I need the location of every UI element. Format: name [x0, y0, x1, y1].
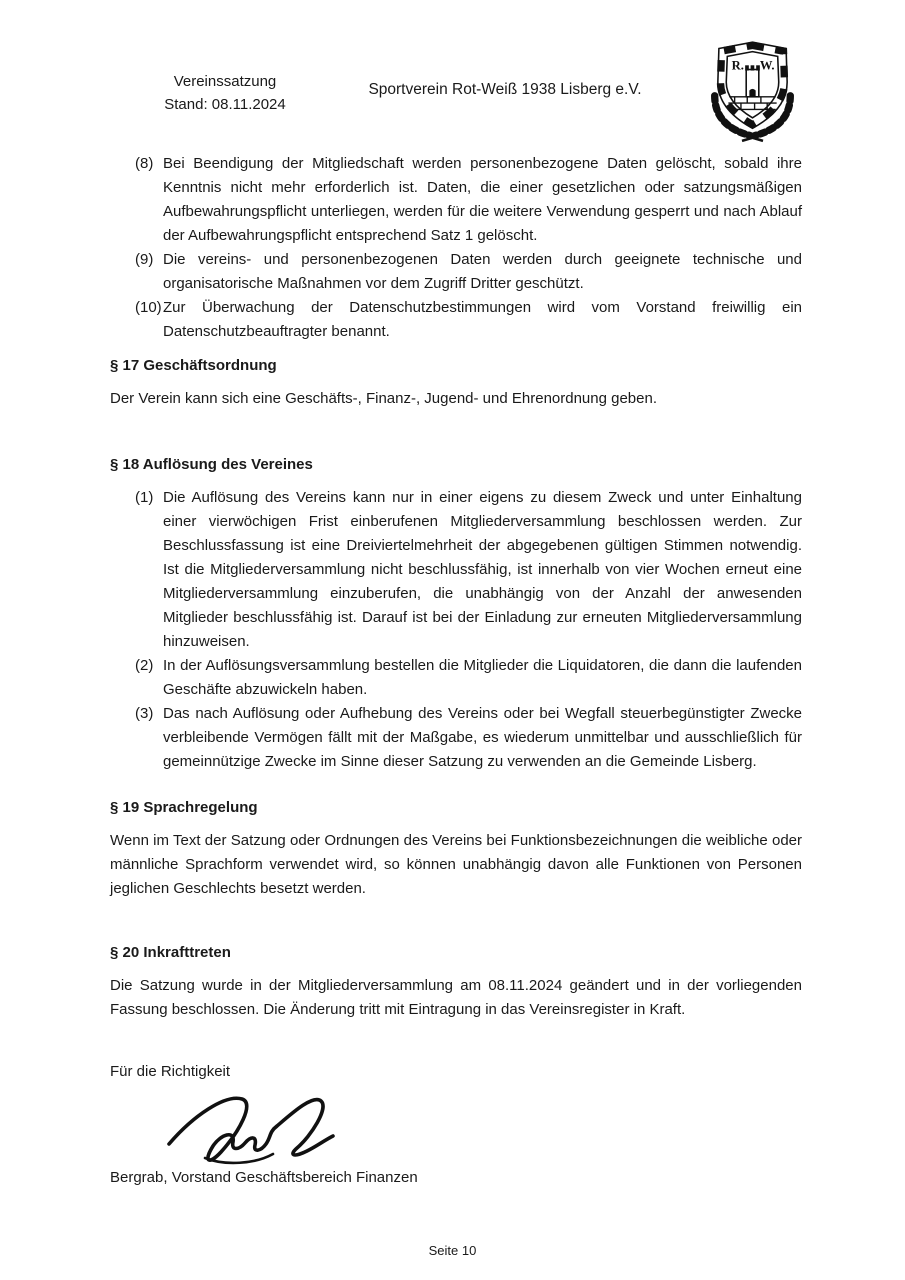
club-crest-logo: [700, 38, 805, 143]
svg-text:R.: R.: [731, 58, 744, 73]
club-crest-icon: [700, 38, 805, 143]
section-19-heading: § 19 Sprachregelung: [110, 799, 258, 816]
svg-text:W.: W.: [759, 58, 775, 73]
list-item-text: Das nach Auflösung oder Aufhebung des Vereins oder bei Wegfall steuerbegünstigter Zwecke verbleibende Vermögen fällt mit der Maßgabe, es wiederum unmittelbar und ausschließlich für gemeinnützige Zwecke im Sinne dieser Satzung zu verwenden an die Gemeinde Lisberg.: [163, 705, 802, 770]
list-item-number: (1): [135, 489, 154, 506]
data-protection-list: [110, 152, 802, 344]
list-item-text: Bei Beendigung der Mitgliedschaft werden personenbezogene Daten gelöscht, sobald ihre Kenntnis nicht mehr erforderlich ist. Daten, die einer gesetzlichen oder satzungsmäßigen Aufbewahrungspflicht unterliegen, werden für die weitere Verwendung gesperrt und nach Ablauf der Aufbewahrungspflicht entsprechend Satz 1 gelöscht.: [163, 155, 802, 244]
list-item-text: Die Auflösung des Vereins kann nur in einer eigens zu diesem Zweck und unter Einhaltung einer vierwöchigen Frist einberufenen Mitgliederversammlung beschlossen werden. Zur Beschlussfassung ist eine Dreiviertelmehrheit der abgegebenen gültigen Stimmen notwendig. Ist die Mitgliederversammlung nicht beschlussfähig, ist innerhalb von vier Wochen erneut eine Mitgliederversammlung einzuberufen, die unabhängig von der Anzahl der anwesenden Mitglieder beschlussfähig ist. Darauf ist bei der Einladung zur erneuten Mitgliederversammlung hinzuweisen.: [163, 489, 802, 650]
list-item-number: (2): [135, 657, 154, 674]
document-meta: [140, 70, 310, 116]
list-item: [135, 152, 802, 248]
list-item: [135, 296, 802, 344]
list-item: [135, 486, 802, 654]
list-item-text: Zur Überwachung der Datenschutzbestimmungen wird vom Vorstand freiwillig ein Datenschutzbeauftragter benannt.: [163, 299, 802, 340]
list-item-number: (8): [135, 155, 154, 172]
doc-type-label: Vereinssatzung: [173, 73, 277, 90]
page-number-label: Seite 10: [428, 1243, 477, 1258]
doc-stand-label: Stand: 08.11.2024: [164, 96, 286, 113]
signature-name-line: Bergrab, Vorstand Geschäftsbereich Finanzen: [110, 1169, 418, 1186]
section-17-heading: § 17 Geschäftsordnung: [110, 357, 277, 374]
list-item: [135, 702, 802, 774]
list-item-number: (9): [135, 251, 154, 268]
club-name-title: Sportverein Rot-Weiß 1938 Lisberg e.V.: [368, 81, 642, 98]
list-item-text: Die vereins- und personenbezogenen Daten werden durch geeignete technische und organisatorische Maßnahmen vor dem Zugriff Dritter geschützt.: [163, 251, 802, 292]
section-18-heading: § 18 Auflösung des Vereines: [110, 456, 313, 473]
signature-intro: Für die Richtigkeit: [110, 1063, 231, 1080]
section-19-body: Wenn im Text der Satzung oder Ordnungen des Vereins bei Funktionsbezeichnungen die weibliche oder männliche Sprachform verwendet wird, so können unabhängig davon alle Funktionen von Personen jeglichen Geschlechts besetzt werden.: [110, 832, 802, 897]
handwritten-signature-icon: [165, 1088, 350, 1170]
section-18-list: [110, 486, 802, 774]
list-item-number: (3): [135, 705, 154, 722]
list-item: [135, 654, 802, 702]
list-item: [135, 248, 802, 296]
list-item-text: In der Auflösungsversammlung bestellen die Mitglieder die Liquidatoren, die dann die laufenden Geschäfte abzuwickeln haben.: [163, 657, 802, 698]
section-20-heading: § 20 Inkrafttreten: [110, 944, 231, 961]
section-20-body: Die Satzung wurde in der Mitgliederversammlung am 08.11.2024 geändert und in der vorliegenden Fassung beschlossen. Die Änderung tritt mit Eintragung in das Vereinsregister in Kraft.: [110, 977, 802, 1018]
document-body: [110, 152, 802, 1205]
section-17-body: Der Verein kann sich eine Geschäfts-, Finanz-, Jugend- und Ehrenordnung geben.: [110, 390, 658, 407]
list-item-number: (10): [135, 299, 162, 316]
